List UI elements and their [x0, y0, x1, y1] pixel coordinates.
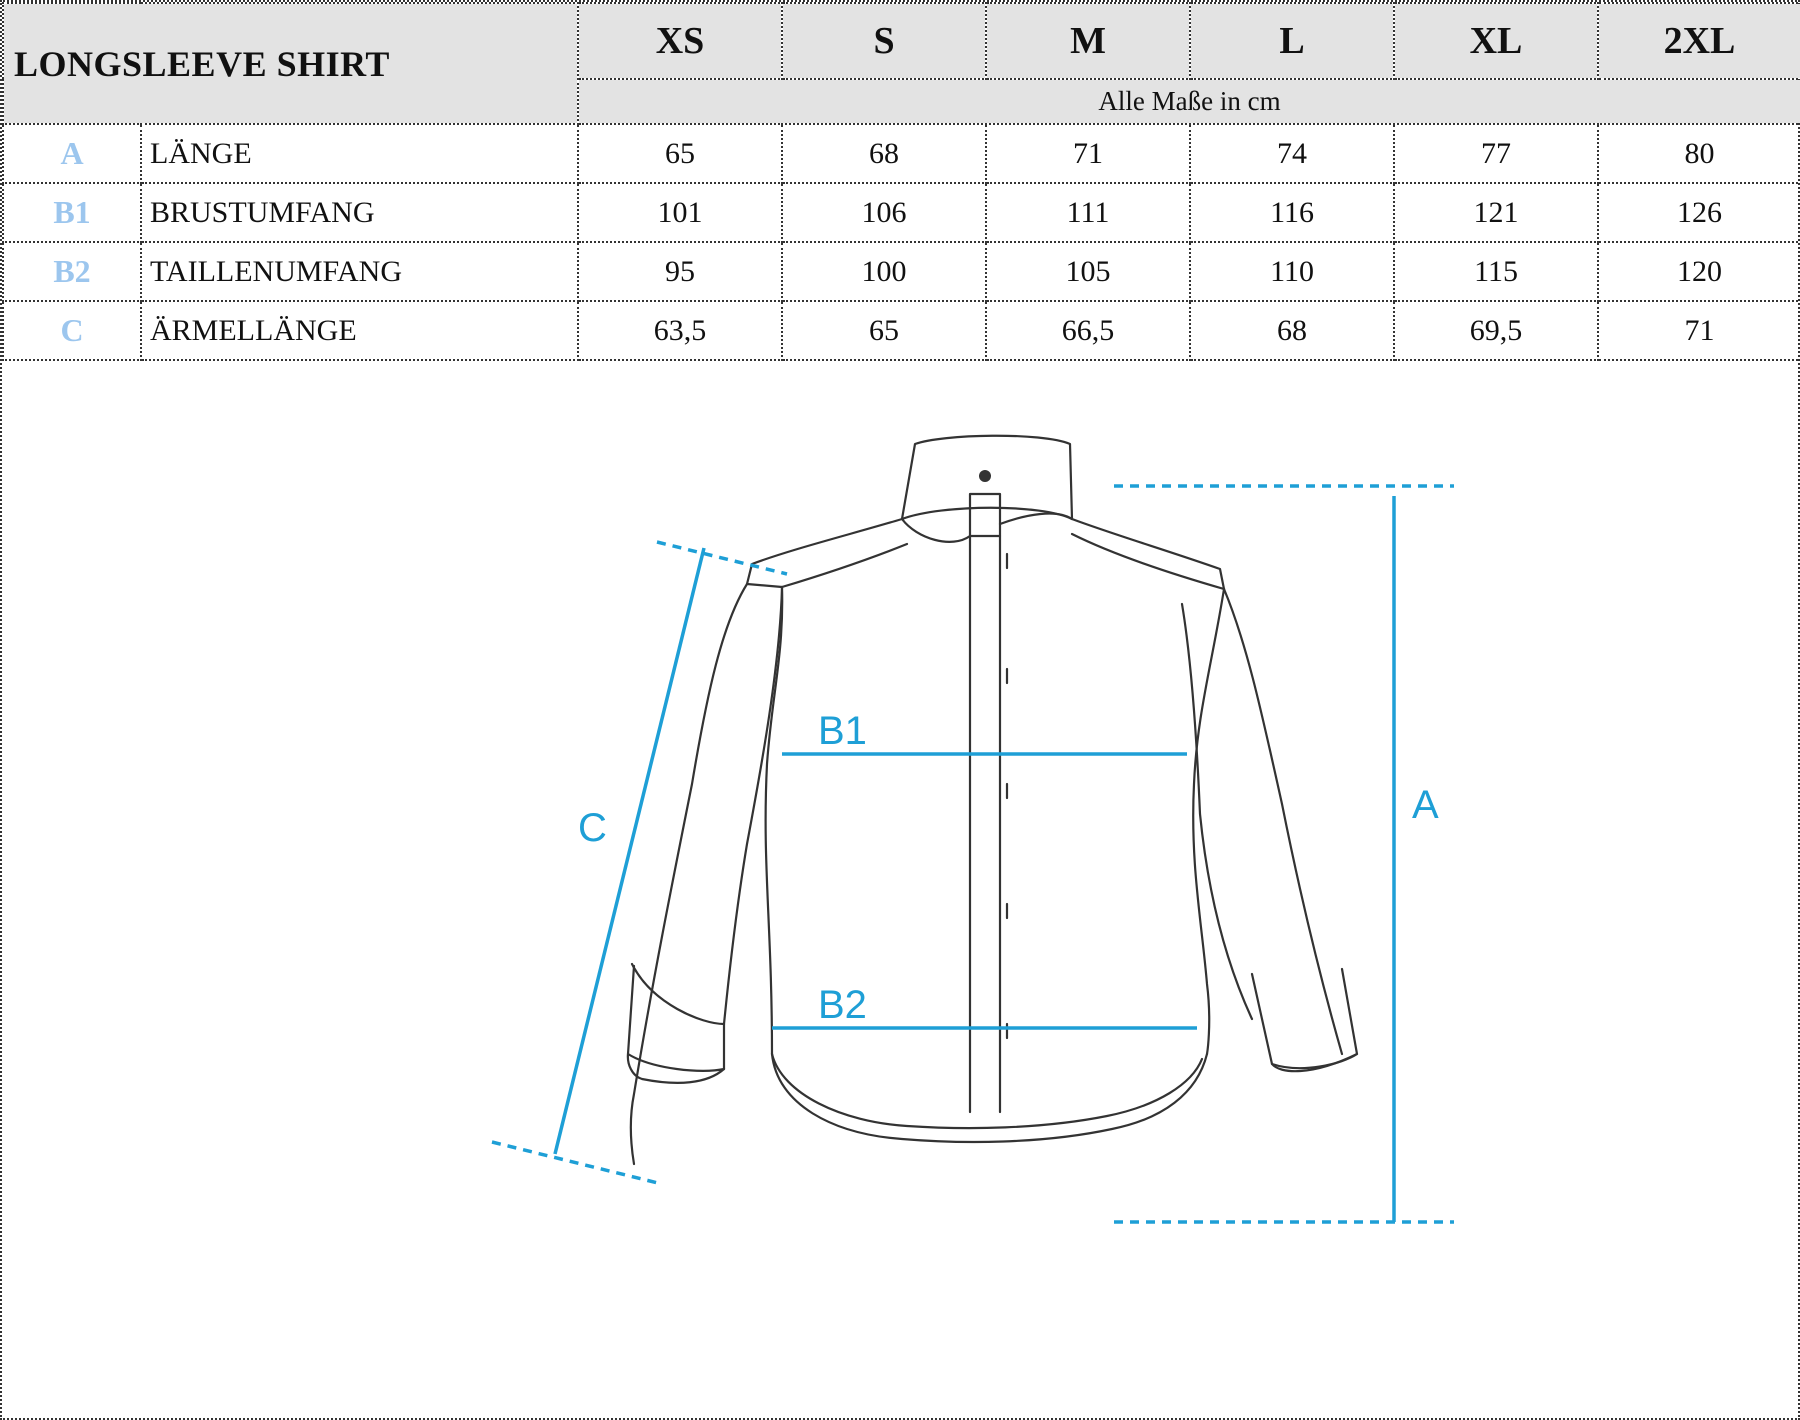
value-cell: 66,5: [986, 301, 1190, 360]
table-title: LONGSLEEVE SHIRT: [3, 3, 578, 124]
value-cell: 100: [782, 242, 986, 301]
measurement-lines: [555, 496, 1394, 1222]
right-cuff-hem: [1272, 1054, 1357, 1071]
b2-label: B2: [818, 983, 867, 1027]
unit-note: Alle Maße in cm: [578, 79, 1800, 124]
size-header-2xl: 2XL: [1598, 3, 1800, 79]
value-cell: 95: [578, 242, 782, 301]
row-code: B1: [3, 183, 141, 242]
right-sleeve-outer: [1224, 589, 1342, 1054]
collar-inner: [1000, 514, 1072, 524]
c-label: C: [578, 806, 607, 850]
row-label: LÄNGE: [141, 124, 578, 183]
c-bottom-guide: [492, 1142, 662, 1184]
row-label: BRUSTUMFANG: [141, 183, 578, 242]
size-header-l: L: [1190, 3, 1394, 79]
size-header-s: S: [782, 3, 986, 79]
shirt-measurement-diagram: [2, 364, 1800, 1420]
value-cell: 63,5: [578, 301, 782, 360]
left-shoulder: [747, 519, 902, 587]
left-sleeve-outer: [631, 584, 747, 1164]
value-cell: 110: [1190, 242, 1394, 301]
value-cell: 65: [578, 124, 782, 183]
left-sleeve-crease: [632, 964, 724, 1024]
value-cell: 77: [1394, 124, 1598, 183]
table-row: [3, 242, 1800, 301]
b1-label: B1: [818, 709, 867, 753]
row-code: C: [3, 301, 141, 360]
size-header-xl: XL: [1394, 3, 1598, 79]
value-cell: 116: [1190, 183, 1394, 242]
value-cell: 120: [1598, 242, 1800, 301]
body-right-side: [1193, 589, 1224, 1054]
row-code: A: [3, 124, 141, 183]
table-row: [3, 301, 1800, 360]
size-header-xs: XS: [578, 3, 782, 79]
value-cell: 121: [1394, 183, 1598, 242]
value-cell: 68: [782, 124, 986, 183]
value-cell: 74: [1190, 124, 1394, 183]
body-left-side: [766, 587, 783, 1054]
shirt-illustration: [2, 364, 1800, 1420]
value-cell: 101: [578, 183, 782, 242]
value-cell: 68: [1190, 301, 1394, 360]
collar-placket: [902, 494, 1000, 542]
row-label: ÄRMELLÄNGE: [141, 301, 578, 360]
value-cell: 80: [1598, 124, 1800, 183]
left-yoke-seam: [782, 544, 907, 587]
size-header-m: M: [986, 3, 1190, 79]
measurement-guides: [492, 486, 1454, 1222]
value-cell: 111: [986, 183, 1190, 242]
value-cell: 106: [782, 183, 986, 242]
row-code: B2: [3, 242, 141, 301]
value-cell: 71: [1598, 301, 1800, 360]
size-header-row: [3, 3, 1800, 79]
value-cell: 126: [1598, 183, 1800, 242]
shirt-outline: [628, 436, 1357, 1164]
collar-button-icon: [979, 470, 991, 482]
value-cell: 69,5: [1394, 301, 1598, 360]
value-cell: 105: [986, 242, 1190, 301]
table-row: [3, 183, 1800, 242]
left-sleeve-inner: [724, 587, 782, 1024]
shirt-hem-stitch: [772, 1054, 1202, 1128]
value-cell: 115: [1394, 242, 1598, 301]
table-row: [3, 124, 1800, 183]
row-label: TAILLENUMFANG: [141, 242, 578, 301]
size-table: [2, 2, 1800, 361]
a-label: A: [1412, 783, 1439, 827]
value-cell: 65: [782, 301, 986, 360]
right-shoulder: [1072, 519, 1224, 589]
value-cell: 71: [986, 124, 1190, 183]
